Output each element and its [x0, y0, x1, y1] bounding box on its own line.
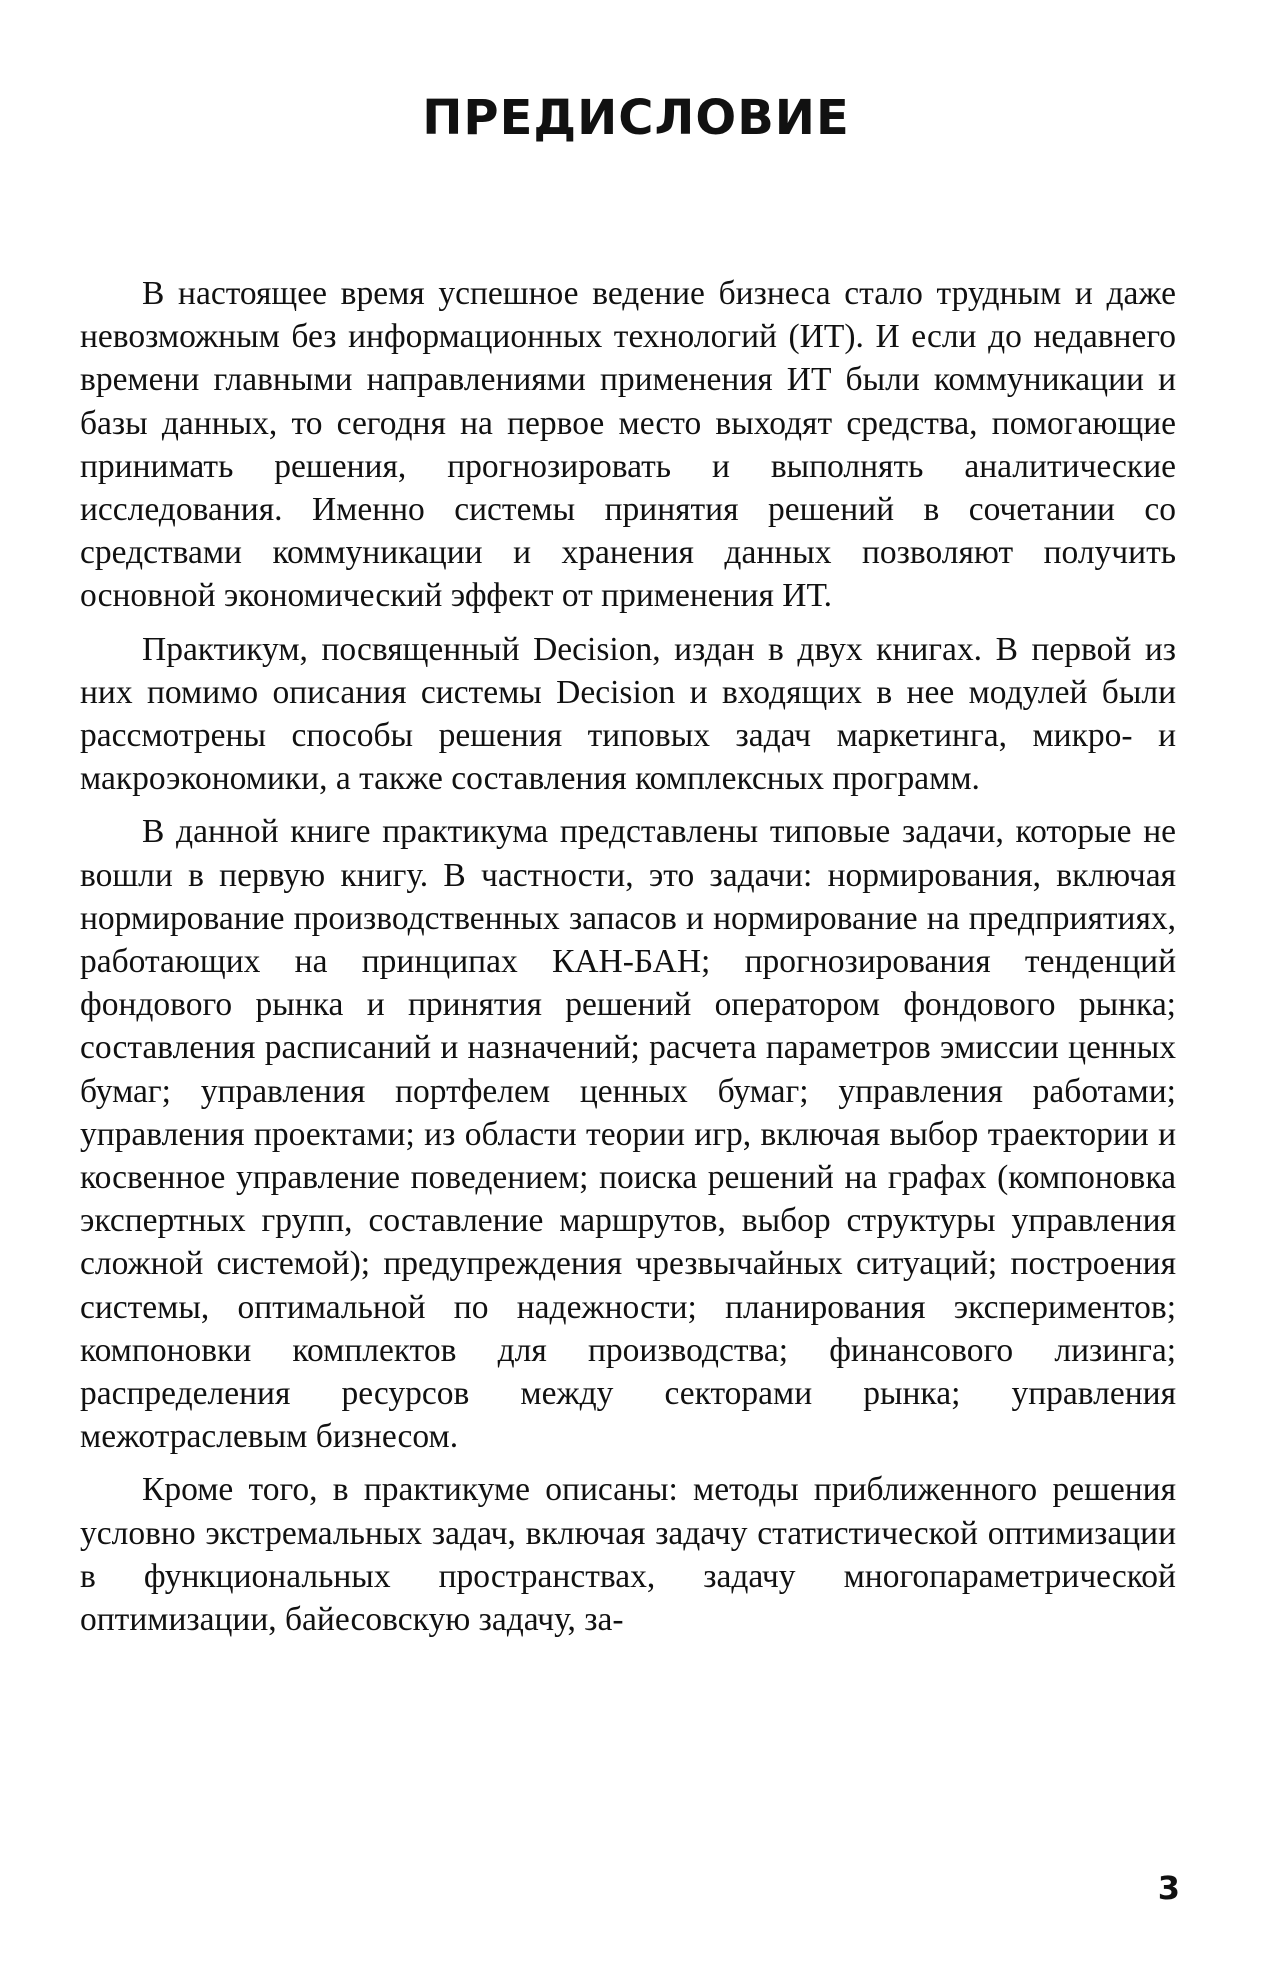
paragraph-2: Практикум, посвященный Decision, издан в двух книгах. В первой из них помимо описания системы Decision и входящих в нее модулей были рассмотрены способы решения типовых задач маркетинга, микро- и макроэкономики, а также составления комплексных программ.: [80, 630, 1176, 798]
paragraph-1: В настоящее время успешное ведение бизнеса стало трудным и даже невозможным без информационных технологий (ИТ). И если до недавнего времени главными направлениями применения ИТ были коммуникации и базы данных, то сегодня на первое место выходят средства, помогающие принимать решения, прогнозировать и выполнять аналитические исследования. Именно системы принятия решений в сочетании со средствами коммуникации и хранения данных позволяют получить основной экономический эффект от применения ИТ.: [80, 275, 1176, 615]
paragraph-3: В данной книге практикума представлены типовые задачи, которые не вошли в первую книгу. В частности, это задачи: нормирования, включая нормирование производственных запасов и нормирование на предприятиях, работающих на принципах КАН-БАН; прогнозирования тенденций фондового рынка и принятия решений оператором фондового рынка; составления расписаний и назначений; расчета параметров эмиссии ценных бумаг; управления портфелем ценных бумаг; управления работами; управления проектами; из области теории игр, включая выбор траектории и косвенное управление поведением; поиска решений на графах (компоновка экспертных групп, составление маршрутов, выбор структуры управления сложной системой); предупреждения чрезвычайных ситуаций; построения системы, оптимальной по надежности; планирования экспериментов; компоновки комплектов для производства; финансового лизинга; распределения ресурсов между секторами рынка; управления межотраслевым бизнесом.: [80, 813, 1176, 1456]
page-number: 3: [1157, 1869, 1180, 1907]
page-title: ПРЕДИСЛОВИЕ: [422, 90, 850, 146]
body-text: [80, 272, 1176, 1641]
paragraph-4: Кроме того, в практикуме описаны: методы приближенного решения условно экстремальных задач, включая задачу статистической оптимизации в функциональных пространствах, задачу многопараметрической оптимизации, байесовскую задачу, за-: [80, 1471, 1176, 1639]
